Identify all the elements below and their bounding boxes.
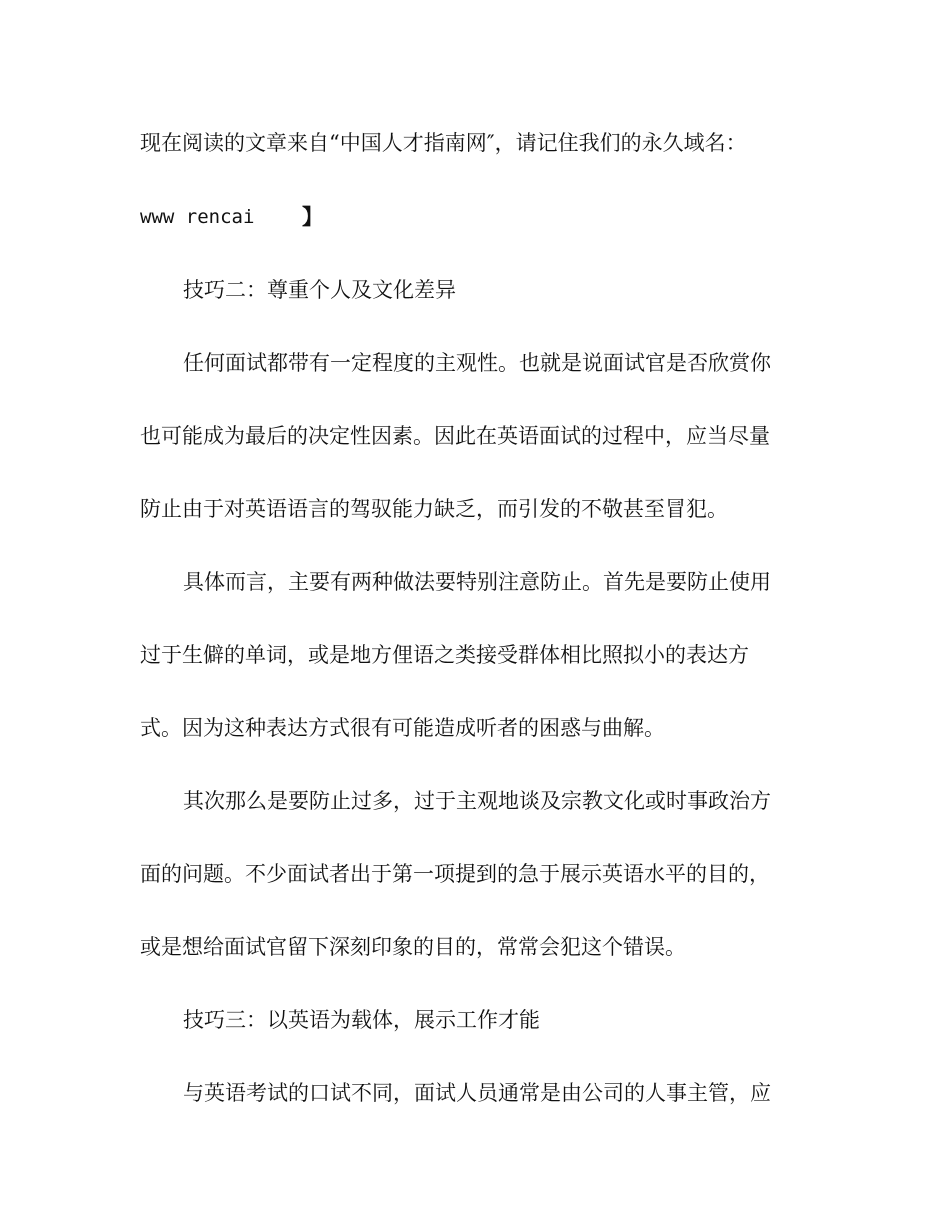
domain-text: www rencai [140,206,255,228]
paragraph-line: 式。因为这种表达方式很有可能造成听者的困惑与曲解。 [140,716,665,740]
paragraph-line: 面的问题。不少面试者出于第一项提到的急于展示英语水平的目的， [140,862,770,886]
paragraph-line: 防止由于对英语语言的驾驭能力缺乏，而引发的不敬甚至冒犯。 [140,497,728,521]
section-heading-tip-3: 技巧三：以英语为载体，展示工作才能 [183,1008,540,1032]
closing-bracket: 】 [302,204,323,229]
paragraph-line: 其次那么是要防止过多，过于主观地谈及宗教文化或时事政治方 [183,789,771,813]
section-heading-tip-2: 技巧二：尊重个人及文化差异 [183,278,456,302]
paragraph-line: 过于生僻的单词，或是地方俚语之类接受群体相比照拟小的表达方 [140,643,749,667]
paragraph-line: 具体而言，主要有两种做法要特别注意防止。首先是要防止使用 [183,570,771,594]
paragraph-line: 或是想给面试官留下深刻印象的目的，常常会犯这个错误。 [140,935,686,959]
paragraph-line: 也可能成为最后的决定性因素。因此在英语面试的过程中，应当尽量 [140,424,770,448]
paragraph-line: 与英语考试的口试不同，面试人员通常是由公司的人事主管，应 [183,1081,771,1105]
paragraph-line: 任何面试都带有一定程度的主观性。也就是说面试官是否欣赏你 [183,351,771,375]
source-notice-line: 现在阅读的文章来自“中国人才指南网″，请记住我们的永久域名： [140,131,747,155]
